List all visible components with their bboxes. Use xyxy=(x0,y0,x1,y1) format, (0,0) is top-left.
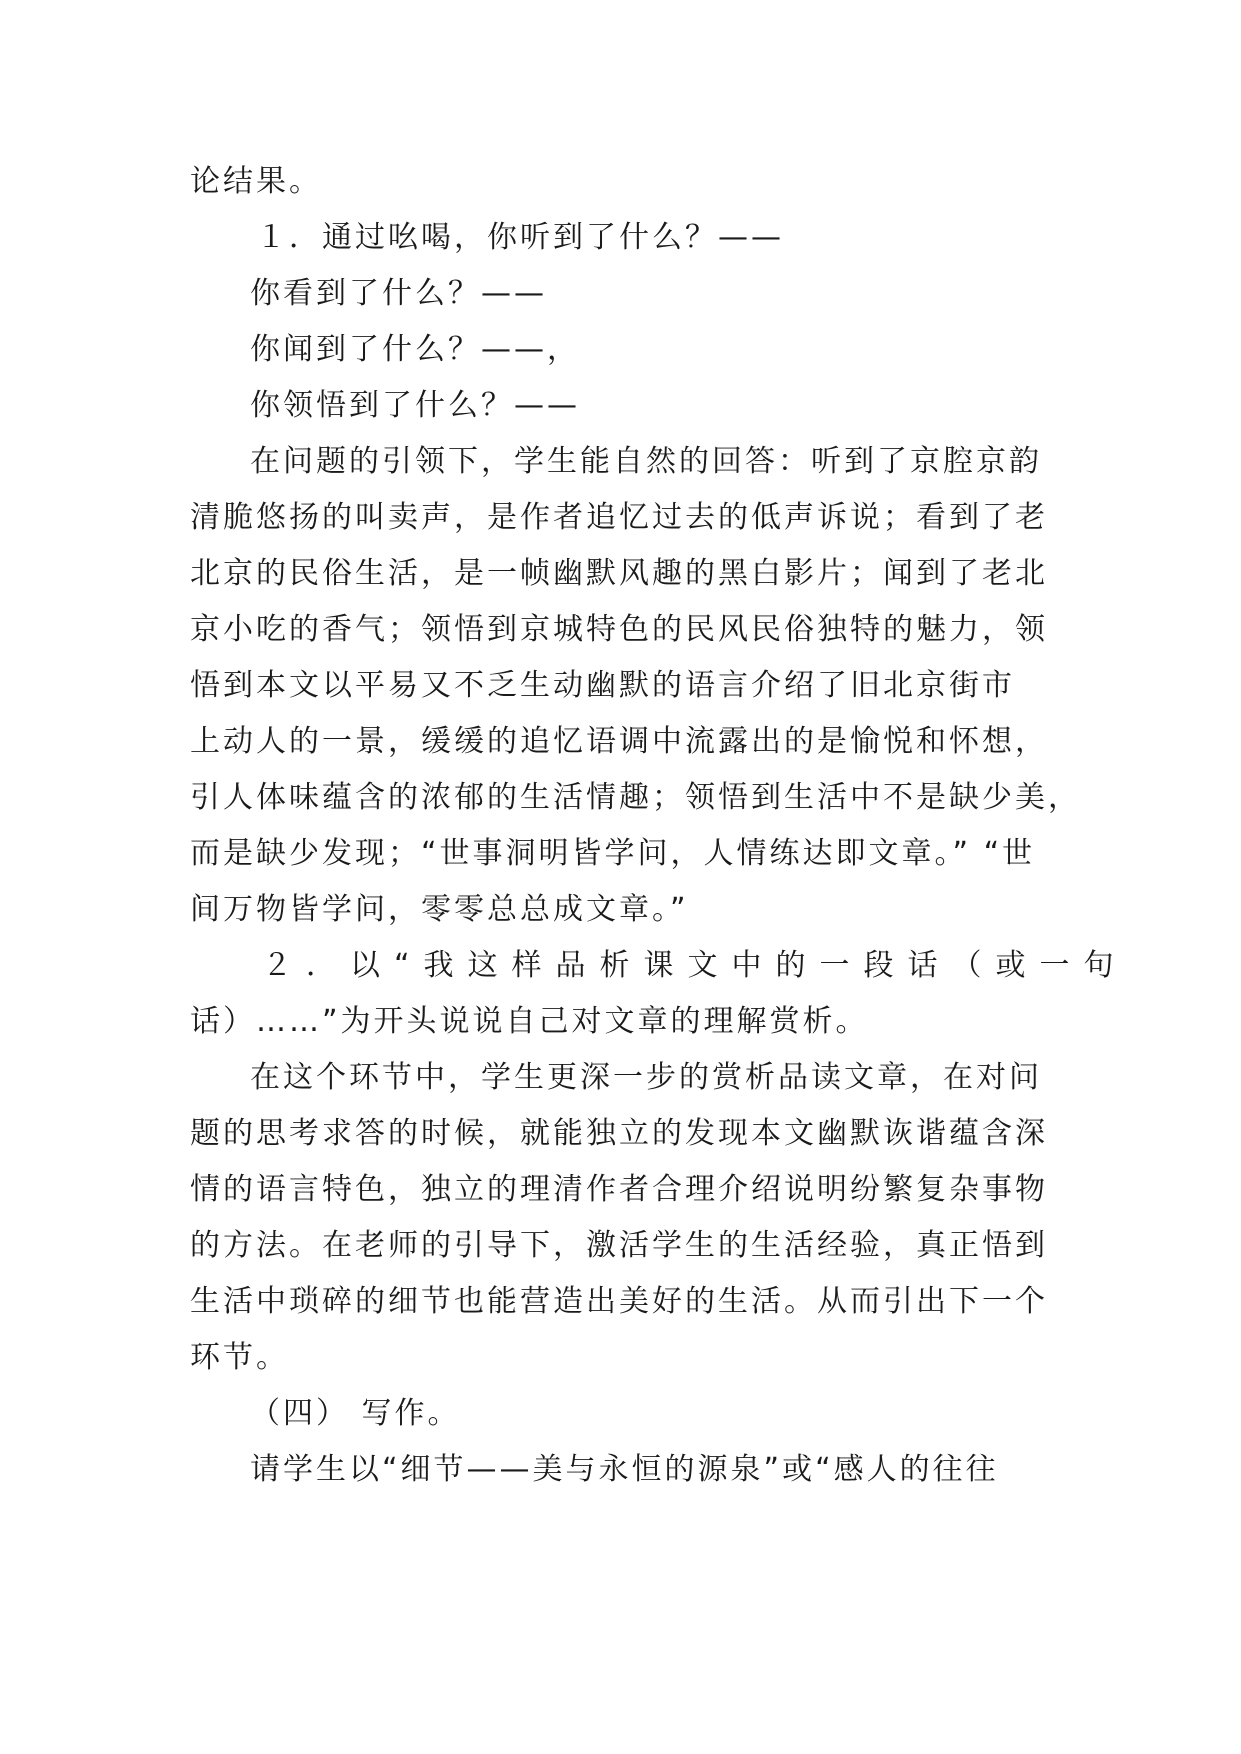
paragraph-line: 论结果。 xyxy=(190,164,322,199)
paragraph-line: 环节。 xyxy=(190,1340,289,1375)
document-body xyxy=(190,154,1128,1498)
paragraph-line: 生活中琐碎的细节也能营造出美好的生活。从而引出下一个 xyxy=(190,1284,1048,1319)
paragraph-line: 在这个环节中，学生更深一步的赏析品读文章，在对问 xyxy=(250,1060,1042,1095)
paragraph-line: 悟到本文以平易又不乏生动幽默的语言介绍了旧北京街市 xyxy=(190,668,1015,703)
paragraph-line: 京小吃的香气；领悟到京城特色的民风民俗独特的魅力，领 xyxy=(190,612,1048,647)
question-line: 你闻到了什么？——， xyxy=(250,332,580,367)
question-2-line: ２．以“我这样品析课文中的一段话（或一句 xyxy=(262,948,1128,983)
paragraph-line: 的方法。在老师的引导下，激活学生的生活经验，真正悟到 xyxy=(190,1228,1048,1263)
paragraph-line: 题的思考求答的时候，就能独立的发现本文幽默诙谐蕴含深 xyxy=(190,1116,1048,1151)
paragraph-line: 情的语言特色，独立的理清作者合理介绍说明纷繁复杂事物 xyxy=(190,1172,1048,1207)
question-line: 你领悟到了什么？—— xyxy=(250,388,580,423)
paragraph-line: 引人体味蕴含的浓郁的生活情趣；领悟到生活中不是缺少美， xyxy=(190,780,1081,815)
paragraph-line: 间万物皆学问，零零总总成文章。” xyxy=(190,892,689,927)
question-1-line: １．通过吆喝，你听到了什么？—— xyxy=(256,220,784,255)
paragraph-line: 而是缺少发现；“世事洞明皆学问，人情练达即文章。” “世 xyxy=(190,836,1036,871)
section-heading: （四） 写作。 xyxy=(250,1396,461,1431)
paragraph-line: 话）……”为开头说说自己对文章的理解赏析。 xyxy=(190,1004,869,1039)
paragraph-line: 北京的民俗生活，是一帧幽默风趣的黑白影片；闻到了老北 xyxy=(190,556,1048,591)
paragraph-line: 在问题的引领下，学生能自然的回答：听到了京腔京韵 xyxy=(250,444,1042,479)
question-line: 你看到了什么？—— xyxy=(250,276,547,311)
paragraph-line: 请学生以“细节——美与永恒的源泉”或“感人的往往 xyxy=(250,1452,999,1487)
paragraph-line: 清脆悠扬的叫卖声，是作者追忆过去的低声诉说；看到了老 xyxy=(190,500,1048,535)
paragraph-line: 上动人的一景，缓缓的追忆语调中流露出的是愉悦和怀想， xyxy=(190,724,1048,759)
